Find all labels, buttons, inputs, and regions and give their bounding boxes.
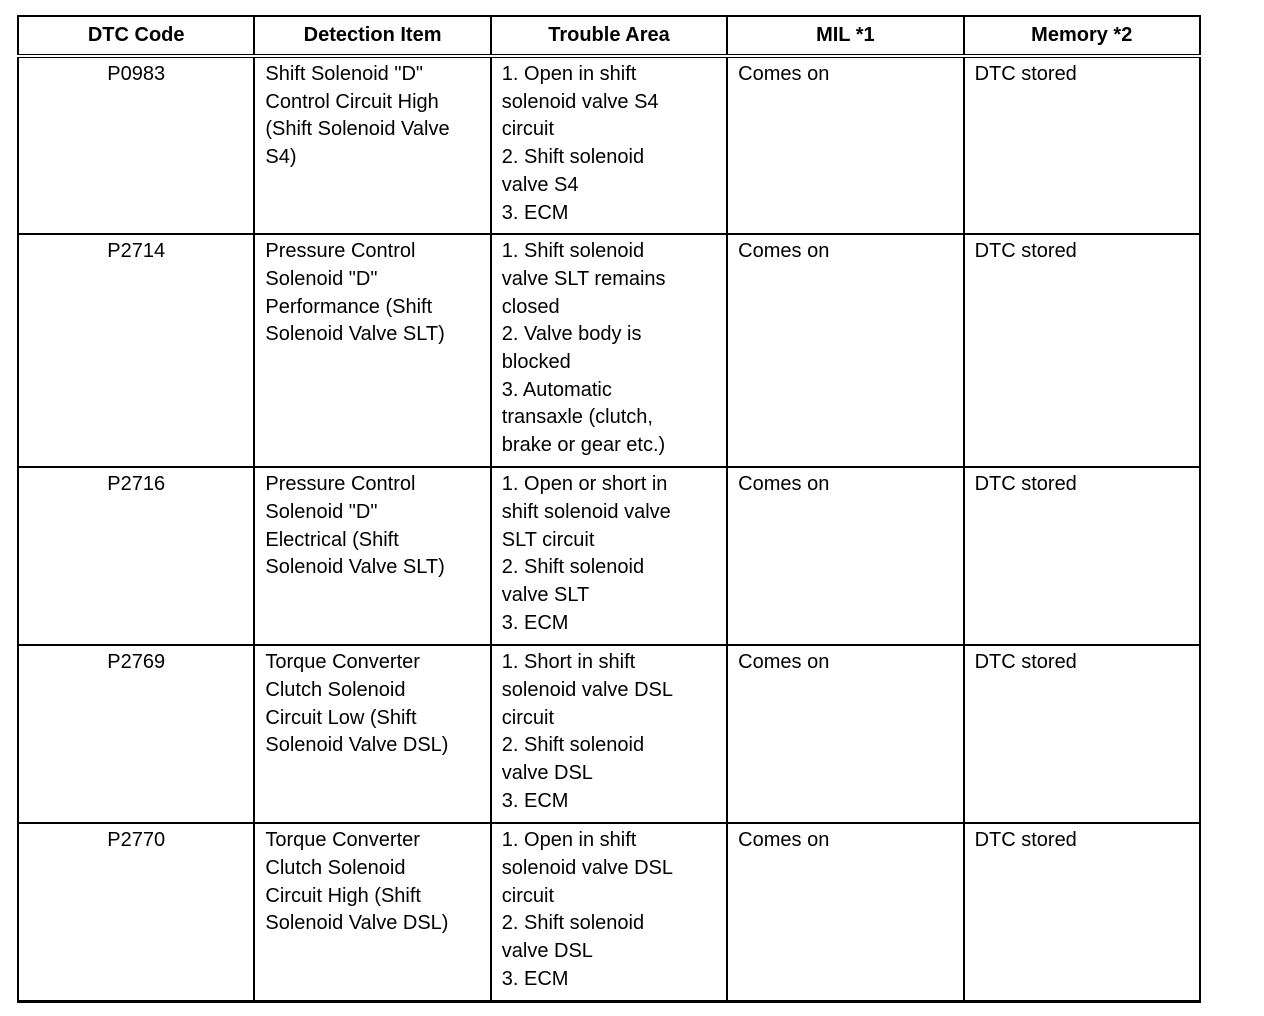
cell-trouble-area: [491, 467, 727, 645]
cell-trouble-area: [491, 645, 727, 823]
trouble-area-line: circuit: [501, 884, 555, 907]
trouble-area-line: valve SLT: [501, 584, 590, 607]
trouble-area-line: shift solenoid valve: [501, 500, 671, 523]
memory-status: DTC stored: [974, 473, 1077, 496]
mil-status: Comes on: [738, 63, 830, 85]
trouble-area-line: solenoid valve DSL: [501, 678, 673, 701]
trouble-area-line: 2. Shift solenoid: [501, 912, 645, 935]
dtc-code: P0983: [107, 63, 166, 85]
detection-item-line: Circuit Low (Shift: [265, 706, 417, 729]
cell-mil: [727, 234, 963, 467]
cell-mil: [727, 645, 963, 823]
cell-memory: [964, 56, 1200, 234]
cell-detection-item: [254, 645, 490, 823]
table-row: [18, 467, 1200, 645]
header-memory: Memory *2: [964, 16, 1200, 56]
detection-item-line: Clutch Solenoid: [265, 678, 406, 701]
detection-item-line: Pressure Control: [265, 473, 416, 496]
trouble-area-line: 1. Open in shift: [501, 63, 637, 85]
trouble-area-line: 3. Automatic: [501, 378, 612, 401]
detection-item-line: Solenoid "D": [265, 500, 378, 523]
mil-status: Comes on: [738, 651, 830, 674]
cell-detection-item: [254, 467, 490, 645]
trouble-area-line: valve SLT remains: [501, 267, 666, 290]
dtc-table: [17, 15, 1201, 1003]
cell-memory: [964, 467, 1200, 645]
memory-status: DTC stored: [974, 63, 1077, 85]
cell-dtc-code: [18, 823, 254, 1001]
detection-item-line: Torque Converter: [265, 829, 420, 852]
trouble-area-line: solenoid valve DSL: [501, 856, 673, 879]
trouble-area-line: valve S4: [501, 173, 579, 196]
trouble-area-line: 1. Short in shift: [501, 651, 636, 674]
detection-item-line: Control Circuit High: [265, 90, 439, 113]
detection-item-line: Shift Solenoid "D": [265, 63, 424, 85]
detection-item-line: Torque Converter: [265, 651, 420, 674]
cell-trouble-area: [491, 823, 727, 1001]
memory-status: DTC stored: [974, 651, 1077, 674]
header-trouble-area: Trouble Area: [491, 16, 727, 56]
memory-status: DTC stored: [974, 240, 1077, 263]
table-header-row: [18, 16, 1200, 56]
detection-item-line: Circuit High (Shift: [265, 884, 421, 907]
detection-item-line: Performance (Shift: [265, 295, 433, 318]
trouble-area-line: 1. Shift solenoid: [501, 240, 645, 263]
cell-detection-item: [254, 56, 490, 234]
trouble-area-line: brake or gear etc.): [501, 434, 666, 457]
trouble-area-line: transaxle (clutch,: [501, 406, 653, 429]
detection-item-line: Electrical (Shift: [265, 528, 399, 551]
table-row: [18, 645, 1200, 823]
trouble-area-line: valve DSL: [501, 762, 593, 785]
cell-trouble-area: [491, 56, 727, 234]
detection-item-line: Solenoid Valve SLT): [265, 323, 445, 346]
dtc-code: P2770: [107, 829, 166, 852]
table-row: [18, 234, 1200, 467]
trouble-area-line: blocked: [501, 351, 571, 374]
mil-status: Comes on: [738, 473, 830, 496]
trouble-area-line: 1. Open or short in: [501, 473, 668, 496]
cell-dtc-code: [18, 467, 254, 645]
header-detection-item: Detection Item: [254, 16, 490, 56]
detection-item-line: S4): [265, 146, 297, 169]
dtc-code: P2716: [107, 473, 166, 496]
trouble-area-line: 2. Shift solenoid: [501, 146, 645, 169]
trouble-area-line: 3. ECM: [501, 967, 569, 990]
trouble-area-line: closed: [501, 295, 560, 318]
trouble-area-line: 2. Shift solenoid: [501, 734, 645, 757]
cell-memory: [964, 823, 1200, 1001]
cell-detection-item: [254, 823, 490, 1001]
detection-item-line: (Shift Solenoid Valve: [265, 118, 450, 141]
trouble-area-line: 1. Open in shift: [501, 829, 637, 852]
cell-memory: [964, 645, 1200, 823]
detection-item-line: Solenoid Valve SLT): [265, 556, 445, 579]
cell-mil: [727, 56, 963, 234]
cell-dtc-code: [18, 645, 254, 823]
table-row: [18, 56, 1200, 234]
header-mil: MIL *1: [727, 16, 963, 56]
cell-mil: [727, 467, 963, 645]
cell-detection-item: [254, 234, 490, 467]
detection-item-line: Solenoid Valve DSL): [265, 734, 449, 757]
table-body: [18, 56, 1200, 1001]
memory-status: DTC stored: [974, 829, 1077, 852]
trouble-area-line: 3. ECM: [501, 201, 569, 224]
trouble-area-line: circuit: [501, 118, 555, 141]
dtc-code: P2714: [107, 240, 166, 263]
cell-trouble-area: [491, 234, 727, 467]
trouble-area-line: solenoid valve S4: [501, 90, 659, 113]
cell-dtc-code: [18, 234, 254, 467]
mil-status: Comes on: [738, 829, 830, 852]
mil-status: Comes on: [738, 240, 830, 263]
table-row: [18, 823, 1200, 1001]
trouble-area-line: circuit: [501, 706, 555, 729]
cell-memory: [964, 234, 1200, 467]
header-dtc-code: DTC Code: [18, 16, 254, 56]
detection-item-line: Pressure Control: [265, 240, 416, 263]
trouble-area-line: 3. ECM: [501, 611, 569, 634]
trouble-area-line: 2. Valve body is: [501, 323, 642, 346]
cell-dtc-code: [18, 56, 254, 234]
dtc-code: P2769: [107, 651, 166, 674]
detection-item-line: Solenoid Valve DSL): [265, 912, 449, 935]
detection-item-line: Clutch Solenoid: [265, 856, 406, 879]
cell-mil: [727, 823, 963, 1001]
trouble-area-line: SLT circuit: [501, 528, 595, 551]
trouble-area-line: 3. ECM: [501, 789, 569, 812]
trouble-area-line: valve DSL: [501, 940, 593, 963]
trouble-area-line: 2. Shift solenoid: [501, 556, 645, 579]
detection-item-line: Solenoid "D": [265, 267, 378, 290]
